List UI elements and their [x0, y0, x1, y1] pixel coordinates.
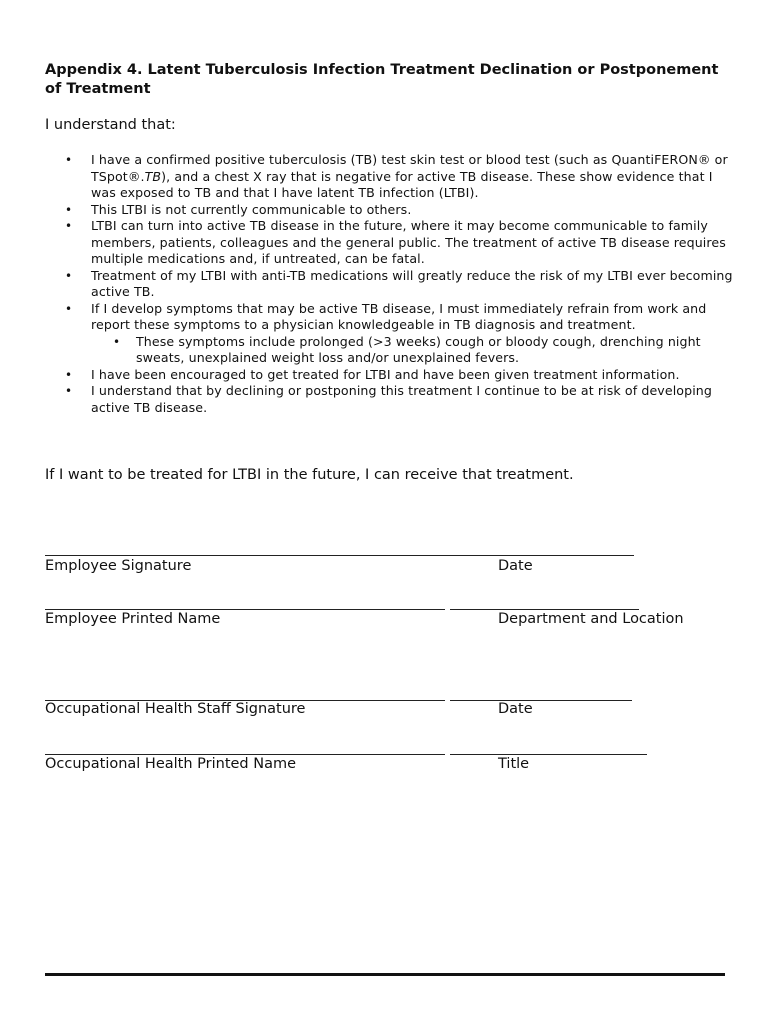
list-item	[45, 268, 735, 301]
list-item-text: I understand that by declining or postponing this treatment I continue to be at risk of developing active TB disease.	[91, 383, 712, 415]
acknowledgement-list	[45, 152, 735, 416]
document-title: Appendix 4. Latent Tuberculosis Infection Treatment Declination or Postponement of Treatment	[45, 62, 719, 97]
employee-signature-label: Employee Signature	[45, 558, 192, 574]
oh-staff-signature-label: Occupational Health Staff Signature	[45, 701, 306, 717]
employee-signature-date-label: Date	[498, 558, 533, 574]
list-item-text: Treatment of my LTBI with anti-TB medications will greatly reduce the risk of my LTBI ever becoming active TB.	[91, 267, 733, 299]
closing-statement: If I want to be treated for LTBI in the future, I can receive that treatment.	[45, 467, 574, 483]
list-item-text: LTBI can turn into active TB disease in the future, where it may become communicable to family members, patients, colleagues and the general public. The treatment of active TB disease requires multiple medications and, if untreated, can be fatal.	[91, 218, 726, 266]
list-item-text: ), and a chest X ray that is negative for active TB disease. These show evidence that I was exposed to TB and that I have latent TB infection (LTBI).	[91, 168, 713, 200]
employee-printed-name-label: Employee Printed Name	[45, 611, 221, 627]
title-label: Title	[498, 756, 530, 772]
list-item-text: I have a confirmed positive tuberculosis (TB) test skin test or blood test (such as QuantiFERON® or TSpot®.	[91, 152, 728, 184]
list-item	[45, 367, 735, 384]
department-location-label: Department and Location	[498, 611, 684, 627]
oh-staff-date-label: Date	[498, 701, 533, 717]
list-item	[45, 218, 735, 268]
list-item-text: I have been encouraged to get treated for LTBI and have been given treatment information.	[91, 366, 680, 382]
list-item	[45, 202, 735, 219]
list-item	[45, 383, 735, 416]
title-line[interactable]	[450, 754, 647, 755]
employee-signature-line[interactable]	[45, 555, 634, 556]
sub-list-item	[91, 334, 735, 367]
oh-staff-date-line[interactable]	[450, 700, 632, 701]
list-item-text: This LTBI is not currently communicable to others.	[91, 201, 412, 217]
sub-list	[91, 334, 735, 367]
intro-text: I understand that:	[45, 117, 176, 133]
list-item	[45, 301, 735, 367]
oh-printed-name-label: Occupational Health Printed Name	[45, 756, 297, 772]
footer-rule	[45, 973, 725, 976]
sub-list-item-text: These symptoms include prolonged (>3 weeks) cough or bloody cough, drenching night sweats, unexplained weight loss and/or unexplained fevers.	[136, 333, 701, 365]
list-item-text: If I develop symptoms that may be active TB disease, I must immediately refrain from work and report these symptoms to a physician knowledgeable in TB diagnosis and treatment.	[91, 300, 707, 332]
list-item-emphasis: TB	[144, 168, 162, 184]
list-item	[45, 152, 735, 202]
